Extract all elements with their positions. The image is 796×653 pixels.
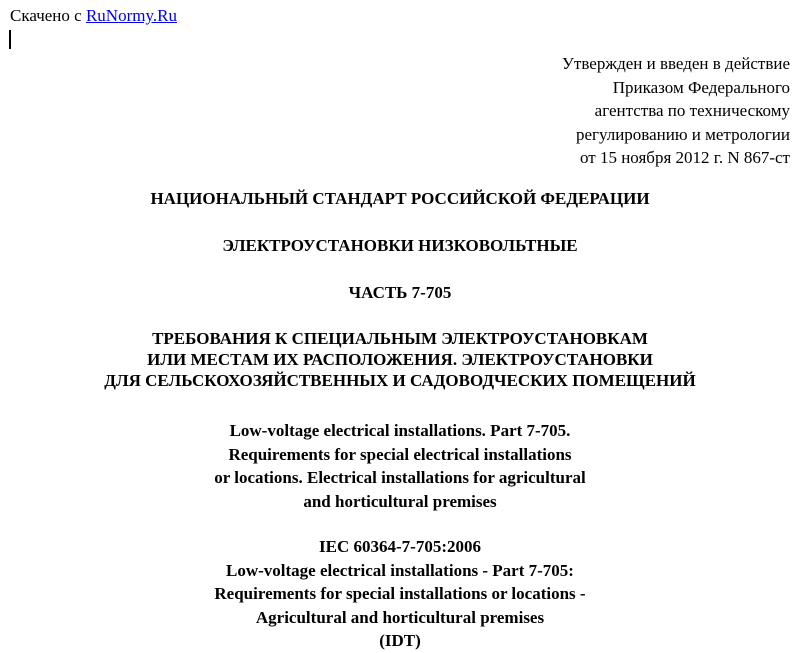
russian-title-line: ИЛИ МЕСТАМ ИХ РАСПОЛОЖЕНИЯ. ЭЛЕКТРОУСТАНОВКИ xyxy=(147,350,653,369)
english-title-line: Requirements for special electrical installations xyxy=(228,444,572,464)
russian-title-line: ДЛЯ СЕЛЬСКОХОЗЯЙСТВЕННЫХ И САДОВОДЧЕСКИХ ПОМЕЩЕНИЙ xyxy=(104,371,696,390)
english-title-line: and horticultural premises xyxy=(303,491,497,511)
approval-line: регулированию и метрологии xyxy=(575,124,790,144)
approval-block xyxy=(562,52,790,170)
text-cursor xyxy=(9,30,11,49)
iec-line: (IDT) xyxy=(379,631,421,650)
english-title xyxy=(0,419,796,513)
standard-title: НАЦИОНАЛЬНЫЙ СТАНДАРТ РОССИЙСКОЙ ФЕДЕРАЦИИ xyxy=(150,189,650,208)
russian-title-line: ТРЕБОВАНИЯ К СПЕЦИАЛЬНЫМ ЭЛЕКТРОУСТАНОВКАМ xyxy=(152,329,648,348)
iec-line: IEC 60364-7-705:2006 xyxy=(319,537,481,556)
english-title-line: or locations. Electrical installations for agricultural xyxy=(214,468,586,487)
approval-line: агентства по техническому xyxy=(594,101,790,120)
iec-reference xyxy=(0,535,796,653)
part-number: ЧАСТЬ 7-705 xyxy=(348,283,452,302)
source-line xyxy=(10,6,177,26)
iec-line: Low-voltage electrical installations - Part 7-705: xyxy=(226,560,574,580)
source-prefix: Скачено с xyxy=(10,6,86,25)
part-name: ЭЛЕКТРОУСТАНОВКИ НИЗКОВОЛЬТНЫЕ xyxy=(222,236,578,255)
iec-line: Agricultural and horticultural premises xyxy=(255,607,545,627)
iec-line: Requirements for special installations or locations - xyxy=(214,584,586,603)
english-title-line: Low-voltage electrical installations. Part 7-705. xyxy=(229,421,571,440)
russian-title xyxy=(0,328,796,391)
approval-line: Утвержден и введен в действие xyxy=(561,54,790,73)
runormy-link[interactable]: RuNormy.Ru xyxy=(85,6,177,25)
approval-line: от 15 ноября 2012 г. N 867-ст xyxy=(580,148,790,167)
approval-line: Приказом Федерального xyxy=(612,77,790,97)
